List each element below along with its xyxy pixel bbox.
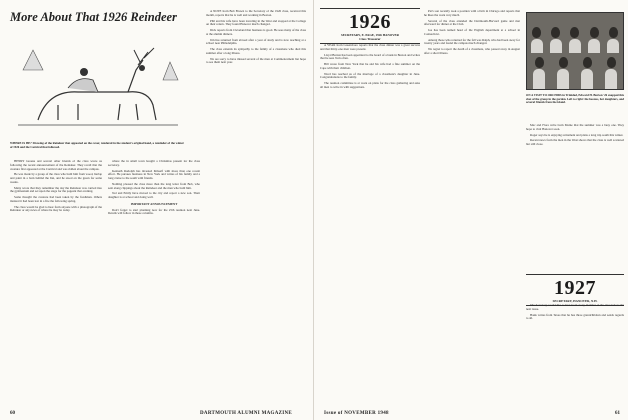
page-number: 60 <box>10 411 15 416</box>
paragraph: Several of the class attended the Dartmouth-Harvard game and met afterward for dinner at the Club. <box>424 18 520 27</box>
photo-caption: ON A VISIT TO ORCHIDS in Trinidad, Edward H. Burton '26 snapped this shot of the group in the garden. Left to right: the hostess, her daughters, and several friends from the island. <box>526 93 624 105</box>
paragraph: Nothing pleased the class more than the long letter from Bob, who sent along clippings about the Reindeer and the men who built him. <box>108 181 200 190</box>
section-heading: IMPORTANT ANNOUNCEMENT <box>130 201 178 206</box>
right-column-3a <box>526 124 624 270</box>
paragraph: Word has reached us of the marriage of a classmate's daughter in June. Congratulations to the family. <box>320 71 420 80</box>
right-column-1 <box>320 44 420 400</box>
left-column-2 <box>108 160 200 400</box>
right-column-3b <box>526 304 624 400</box>
article-title: More About That 1926 Reindeer <box>10 10 177 24</box>
issue-footer: Issue of NOVEMBER 1948 <box>324 411 389 416</box>
class-year: 1926 <box>349 11 391 33</box>
class-secretary-line: SECRETARY, HANOVER, N.H. <box>552 299 598 303</box>
paragraph: Lloyd Burton has been appointed to the board of a bank in Boston and writes that he sees Tom often. <box>320 52 420 61</box>
class-heading-1926 <box>320 8 420 44</box>
paragraph: Phil and his wife have been traveling in the West and stopped at the College on their return. They found Hanover much changed. <box>206 18 306 27</box>
left-column-1 <box>10 160 102 400</box>
paragraph: A YEAR from Greensboro reports that the class dinner was a great success and that thirty-one men were present. <box>320 44 420 51</box>
paragraph: A NOTE from Bob Brown to the Secretary of the 1926 class, received this month, reports that he is well and working in Boston. <box>206 10 306 17</box>
right-page <box>314 0 628 420</box>
paragraph: Recent news from the men in the West shows that the class is well scattered but still close. <box>526 138 624 146</box>
paragraph: Mac and Flora write from Maine that the summer was a busy one. They hope to visit Hanover soon. <box>526 124 624 131</box>
paragraph: where the in small town bought a Christmas present for the class secretary. <box>108 160 200 167</box>
paragraph: The Secretary would like to hear from every member of the class before the next issue. <box>526 304 624 311</box>
illustration-caption: WHERE IS HE? Drawing of the Reindeer that appeared on the cover, rendered in the student's original hand, a reminder of the winter of 1926 and the Carnival that followed. <box>10 141 184 149</box>
paragraph: Bill wrote from New York that he and his wife had a fine summer on the Cape with their children. <box>320 62 420 70</box>
paragraph: The class would be glad to hear from anyone with a photograph of the Reindeer or any news of where he may be today. <box>10 204 102 213</box>
paragraph: Ted and Emily have moved to the city and report a new son. Their daughter is at school and doing well. <box>108 191 200 199</box>
reindeer-illustration <box>8 30 186 140</box>
group-photo <box>526 12 624 90</box>
paragraph: The class extends its sympathy to the family of a classmate who died this summer after a long illness. <box>206 47 306 55</box>
paragraph: The reunion committee is at work on plans for the class gathering and asks all men to write in with suggestions. <box>320 81 420 89</box>
paragraph: Many wrote that they remember the day the Reindeer was carried into the gymnasium and set upon the stage for the pageant that evening. <box>10 185 102 194</box>
left-column-3 <box>206 10 306 400</box>
paragraph: Don't forget to start planning now for the 25th reunion next June. Details will follow in these columns. <box>108 207 200 216</box>
paragraph: Among those who returned for the fall was Ralph, who had been away for twenty years and found the campus much changed. <box>424 37 520 46</box>
class-year: 1927 <box>554 277 596 299</box>
paragraph: Some thought the creature had been taken by the freshmen. Others insisted it had been lost in a fire the following spring. <box>10 195 102 203</box>
paragraph: We regret to report the death of a classmate, who passed away in August after a short illness. <box>424 47 520 55</box>
paragraph: Hank writes from Texas that he has three grandchildren and sends regards to all. <box>526 312 624 321</box>
magazine-footer: DARTMOUTH ALUMNI MAGAZINE <box>200 411 293 416</box>
paragraph: Dick reports from Cleveland that business is good. He sees many of the class at the alumni dinners. <box>206 28 306 36</box>
class-heading-1927 <box>526 274 624 306</box>
page-number: 61 <box>615 411 620 416</box>
paragraph: He was made by a group of the class who built him from wood, burlap and paint in a barn behind the Inn, and he stood on the green for some weeks. <box>10 172 102 184</box>
paragraph: Joe has been named head of the English department at a school in Connecticut. <box>424 28 520 36</box>
paragraph: Kenneth Rudolph has invested himself with more than one recent effort. He pursues business in New York and writes of his family and a long cruise to the south with friends. <box>108 168 200 180</box>
paragraph: We are sorry to have missed several of the men at Commencement but hope to see them next year. <box>206 56 306 65</box>
paragraph: HENRY Greene and several other friends of the class wrote us following the recent announcement of the Reindeer. They recall that the creature first appeared at the Carnival and was ridden about the campus. <box>10 160 102 171</box>
class-secretary-line: SECRETARY, E. PAGE, 1926 HANOVER <box>340 33 399 37</box>
paragraph: Jim has returned from abroad after a year of study and is now teaching at a school near Philadelphia. <box>206 37 306 46</box>
paragraph: Roger says he is enjoying retirement and plans a long trip south this winter. <box>530 132 624 137</box>
right-column-2 <box>424 10 520 400</box>
paragraph: Pat's son recently took a position with a firm in Chicago and reports that he likes the work very much. <box>424 10 520 17</box>
class-treasurer-line: Class Treasurer <box>359 37 381 41</box>
